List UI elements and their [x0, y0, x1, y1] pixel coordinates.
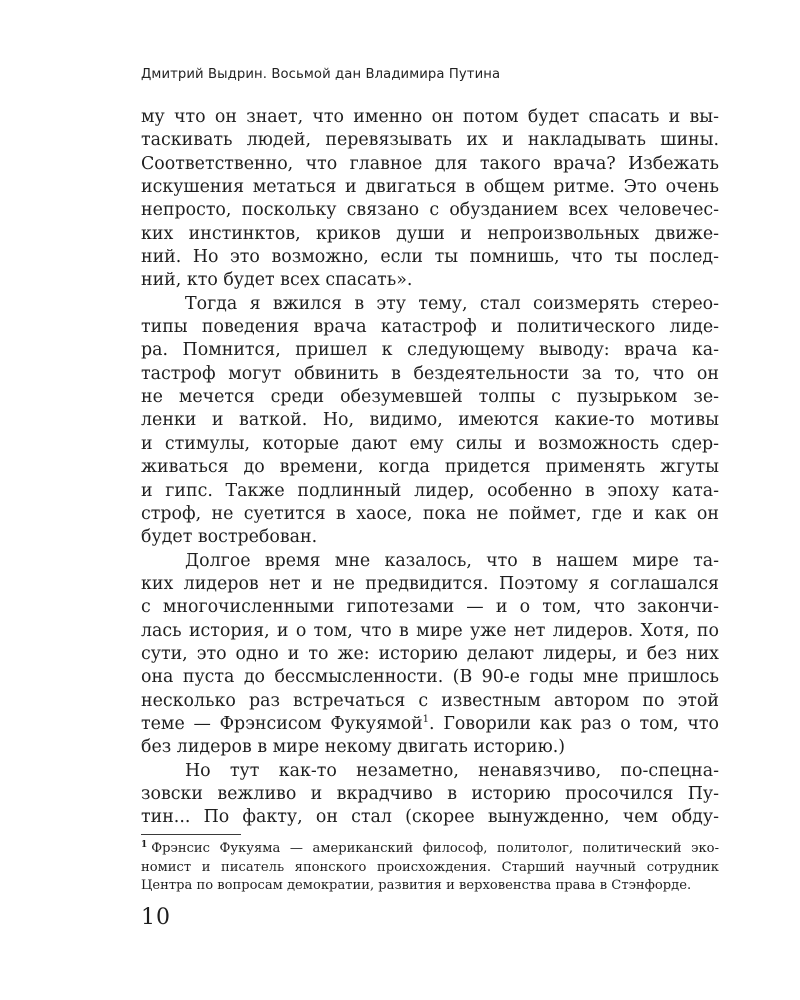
text-line: живаться до времени, когда придется применять жгуты: [141, 457, 719, 478]
text-line: типы поведения врача катастроф и политического лиде-: [141, 317, 719, 338]
page-number: 10: [141, 905, 171, 930]
text-line: таскивать людей, перевязывать их и накладывать шины.: [141, 130, 719, 151]
text-line: и стимулы, которые дают ему силы и возможность сдер-: [141, 433, 719, 454]
text-line: ких инстинктов, криков души и непроизвольных движе-: [141, 223, 719, 244]
footnote-marker: 1: [141, 839, 148, 850]
footnote-text: Фрэнсис Фукуяма — американский философ, политолог, политический эко-: [151, 841, 719, 856]
text-line: ний. Но это возможно, если ты помнишь, что ты послед-: [141, 247, 719, 268]
text-line: искушения метаться и двигаться в общем ритме. Это очень: [141, 177, 719, 198]
text-line: непросто, поскольку связано с обузданием всех человечес-: [141, 200, 719, 221]
running-head: Дмитрий Выдрин. Восьмой дан Владимира Путина: [141, 67, 501, 82]
text-line: тастроф могут обвинить в бездеятельности за то, что он: [141, 363, 719, 384]
text-line: с многочисленными гипотезами — и о том, что закончи-: [141, 597, 719, 618]
text-line: и гипс. Также подлинный лидер, особенно в эпоху ката-: [141, 480, 719, 501]
text-line: Но тут как-то незаметно, ненавязчиво, по-спецна-: [185, 760, 719, 781]
text-line: сути, это одно и то же: историю делают лидеры, и без них: [141, 643, 719, 664]
text-line: без лидеров в мире некому двигать историю.): [141, 737, 566, 758]
footnote-line: [141, 840, 719, 859]
text-line: ний, кто будет всех спасать».: [141, 270, 413, 291]
text-line-with-footnote-ref: [141, 713, 719, 736]
footnote-line: Центра по вопросам демократии, развития и верховенства права в Стэнфорде.: [141, 878, 692, 894]
text-line: Тогда я вжился в эту тему, стал соизмерять стерео-: [185, 293, 719, 314]
text-line: несколько раз встречаться с известным автором по этой: [141, 690, 719, 711]
text-line: зовски вежливо и вкрадчиво в историю просочился Пу-: [141, 783, 719, 804]
text-line: лась история, и о том, что в мире уже нет лидеров. Хотя, по: [141, 620, 719, 641]
text-line: не мечется среди обезумевшей толпы с пузырьком зе-: [141, 387, 719, 408]
footnote-divider: [141, 834, 241, 835]
text-line: ленки и ваткой. Но, видимо, имеются какие-то мотивы: [141, 410, 719, 431]
text-line: строф, не суетится в хаосе, пока не поймет, где и как он: [141, 503, 719, 524]
text-line: ра. Помнится, пришел к следующему выводу: врача ка-: [141, 340, 719, 361]
text-line: она пуста до бессмысленности. (В 90-е годы мне пришлось: [141, 667, 719, 688]
text-line: Соответственно, что главное для такого врача? Избежать: [141, 153, 719, 174]
footnote-reference: 1: [422, 714, 430, 726]
footnote: [141, 840, 719, 896]
text-line: ких лидеров нет и не предвидится. Поэтому я соглашался: [141, 573, 719, 594]
main-text: [141, 106, 719, 830]
line-text: теме — Фрэнсисом Фукуямой: [141, 713, 423, 734]
text-line: Долгое время мне казалось, что в нашем мире та-: [185, 550, 719, 571]
footnote-line: номист и писатель японского происхождения. Старший научный сотрудник: [141, 859, 719, 875]
text-line: му что он знает, что именно он потом будет спасать и вы-: [141, 107, 719, 127]
text-line: тин... По факту, он стал (скорее вынужденно, чем обду-: [141, 807, 719, 828]
text-line: будет востребован.: [141, 527, 318, 548]
line-text-tail: . Говорили как раз о том, что: [429, 713, 719, 734]
